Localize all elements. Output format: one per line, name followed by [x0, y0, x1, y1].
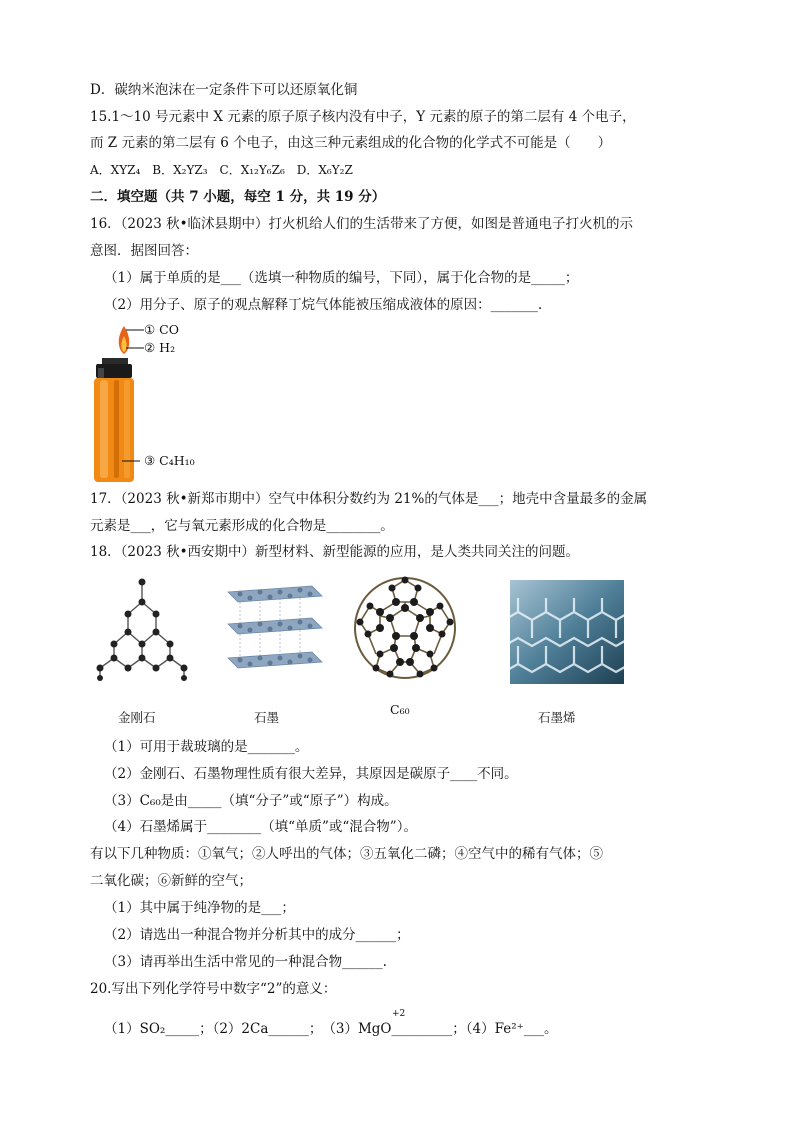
- lighter-highlight: [100, 380, 108, 478]
- q17-line-2: 元素是___，它与氧元素形成的化合物是________。: [90, 518, 394, 534]
- lighter-shadow: [114, 380, 119, 478]
- q19-sub-3: （3）请再举出生活中常见的一种混合物______.: [104, 954, 387, 970]
- q19-sub-1: （1）其中属于纯净物的是___；: [104, 900, 295, 916]
- q18-sub-3: （3）C₆₀是由_____（填“分子”或“原子”）构成。: [104, 793, 398, 809]
- q18-sub-2: （2）金刚石、石墨物理性质有很大差异，其原因是碳原子____不同。: [104, 766, 518, 782]
- label-diamond: 金刚石: [118, 710, 156, 725]
- q19-line-2: 二氧化碳；⑥新鲜的空气；: [90, 873, 252, 889]
- lighter-label-butane: ③ C₄H₁₀: [144, 453, 195, 468]
- q16-line-2: 意图．据图回答：: [90, 243, 198, 259]
- graphite-structure: [226, 578, 324, 680]
- q14-option-d: D．碳纳米泡沫在一定条件下可以还原氧化铜: [90, 82, 358, 98]
- q18-sub-1: （1）可用于裁玻璃的是_______。: [104, 739, 309, 755]
- q19-line-1: 有以下几种物质：①氧气；②人呼出的气体；③五氧化二磷；④空气中的稀有气体；⑤: [90, 846, 603, 862]
- q16-sub-1: （1）属于单质的是___（选填一种物质的编号，下同），属于化合物的是_____；: [104, 270, 579, 286]
- q15-line-2: 而 Z 元素的第二层有 6 个电子，由这三种元素组成的化合物的化学式不可能是（ ）: [90, 135, 612, 151]
- label-graphite: 石墨: [254, 710, 280, 725]
- q15-options: A．XYZ₄ B．X₂YZ₃ C．X₁₂Y₆Z₆ D．X₆Y₂Z: [90, 163, 353, 177]
- c60-structure: [350, 572, 460, 684]
- diamond-structure: [88, 574, 196, 684]
- q16-sub-2: （2）用分子、原子的观点解释丁烷气体能被压缩成液体的原因：_______.: [104, 297, 543, 313]
- q19-sub-2: （2）请选出一种混合物并分析其中的成分______；: [104, 927, 410, 943]
- q17-line-1: 17．（2023 秋•新郑市期中）空气中体积分数约为 21%的气体是___；地壳中含量最多的金属: [90, 491, 648, 507]
- lighter-label-co: ① CO: [144, 322, 179, 337]
- q16-line-1: 16．（2023 秋•临沭县期中）打火机给人们的生活带来了方便，如图是普通电子打火机的示: [90, 216, 634, 232]
- section-2-heading: 二．填空题（共 7 小题，每空 1 分，共 19 分）: [90, 189, 386, 205]
- q20-items: （1）SO₂_____；（2）2Ca______； （3）MgO_________；（4）Fe²⁺___。: [104, 1021, 558, 1037]
- q18-line: 18．（2023 秋•西安期中）新型材料、新型能源的应用，是人类共同关注的问题。: [90, 544, 580, 560]
- q15-line-1: 15.1～10 号元素中 X 元素的原子原子核内没有中子，Y 元素的原子的第二层有 4 个电子，: [90, 109, 636, 125]
- label-c60: C₆₀: [390, 702, 410, 717]
- mg-charge-mark: +2: [392, 1009, 406, 1019]
- lighter-edge: [124, 380, 130, 478]
- lighter-label-h2: ② H₂: [144, 340, 176, 355]
- q18-sub-4: （4）石墨烯属于________（填“单质”或“混合物”）。: [104, 819, 417, 835]
- q20-line: 20.写出下列化学符号中数字“2”的意义：: [90, 981, 337, 997]
- graphene-structure: [510, 580, 624, 684]
- label-graphene: 石墨烯: [538, 710, 576, 725]
